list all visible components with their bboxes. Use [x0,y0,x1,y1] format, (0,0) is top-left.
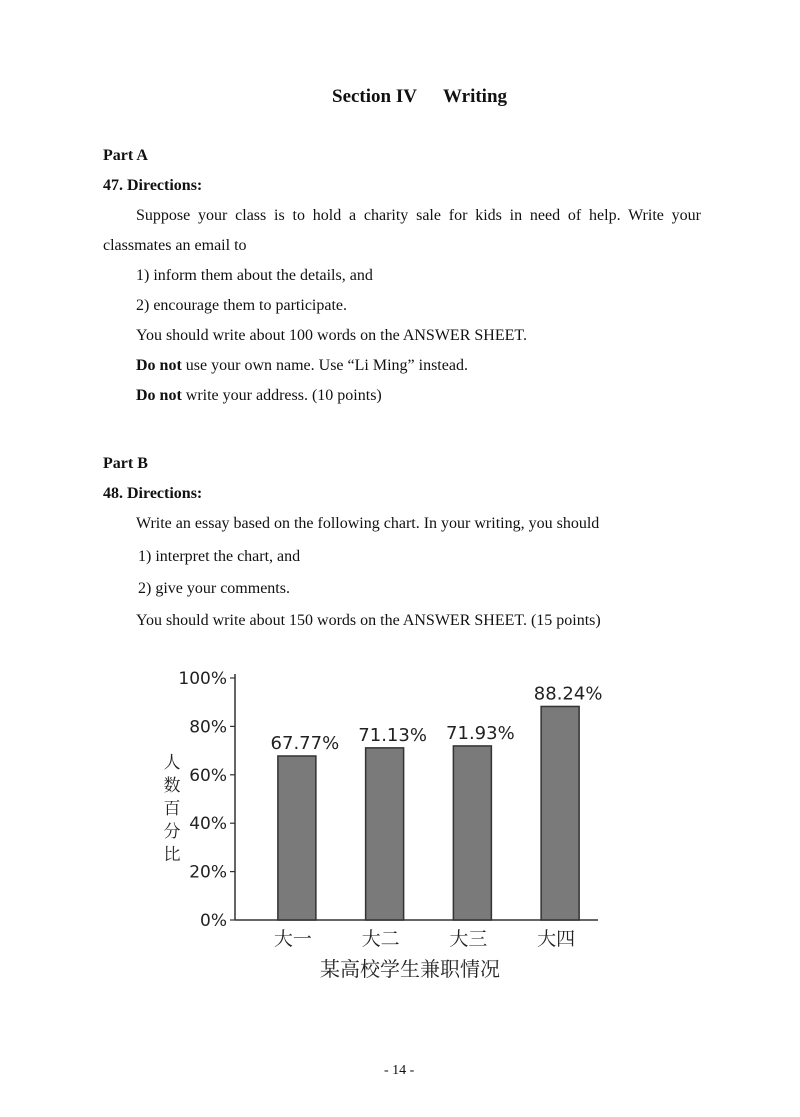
part-a-heading: Part A [103,147,148,164]
y-tick-label: 40% [189,814,227,835]
y-tick-label: 60% [189,765,227,786]
bar [278,756,316,920]
chart-title: 某高校学生兼职情况 [320,957,500,981]
part-b-word-requirement: You should write about 150 words on the ANSWER SHEET. (15 points) [136,612,601,629]
x-labels [274,928,575,950]
page-number: - 14 - [384,1063,415,1078]
y-ticks [178,669,235,931]
y-axis-label-char: 比 [163,845,181,865]
part-a-item-1: 1) inform them about the details, and [136,267,373,284]
x-tick-label: 大四 [537,928,576,950]
part-a-directions-label: 47. Directions: [103,177,203,194]
y-tick-label: 0% [200,911,227,931]
part-a-intro-line2: classmates an email to [103,237,247,254]
part-b-heading: Part B [103,455,148,472]
bar [366,748,404,920]
value-label: 67.77% [270,732,340,754]
note-1-bold: Do not [136,357,182,374]
section-title [332,86,507,108]
y-tick-label: 80% [189,717,227,738]
part-b-intro: Write an essay based on the following chart. In your writing, you should [136,515,600,532]
y-tick-label: 20% [189,862,227,883]
y-tick-label: 100% [178,669,227,689]
note-2-bold: Do not [136,387,182,404]
part-b-item-2: 2) give your comments. [138,580,290,597]
part-b-item-1: 1) interpret the chart, and [138,548,301,565]
value-label: 71.93% [446,722,515,744]
y-axis-label [164,753,181,865]
note-2-rest: write your address. (10 points) [181,387,382,404]
part-a-intro-line1: Suppose your class is to hold a charity sale for kids in need of help. Write your [136,207,701,224]
part-a-note-2 [136,387,382,405]
y-axis-label-char: 人 [163,753,181,773]
x-tick-label: 大一 [273,928,312,950]
x-tick-label: 大三 [449,928,488,950]
section-name: Writing [442,86,508,107]
note-1-rest: use your own name. Use “Li Ming” instead. [181,357,468,374]
section-number: Section IV [332,86,417,107]
value-label: 88.24% [533,683,603,705]
bar-chart [150,660,620,990]
part-a-note-1 [136,357,468,375]
y-axis-label-char: 百 [163,799,181,819]
part-a-word-requirement: You should write about 100 words on the ANSWER SHEET. [136,327,527,344]
value-label: 71.13% [358,724,427,746]
x-tick-label: 大二 [361,928,400,950]
bar [453,746,491,920]
bar [541,706,579,920]
y-axis-label-char: 数 [163,776,181,796]
y-axis-label-char: 分 [163,822,181,842]
part-b-directions-label: 48. Directions: [103,485,203,502]
part-a-item-2: 2) encourage them to participate. [136,297,348,314]
